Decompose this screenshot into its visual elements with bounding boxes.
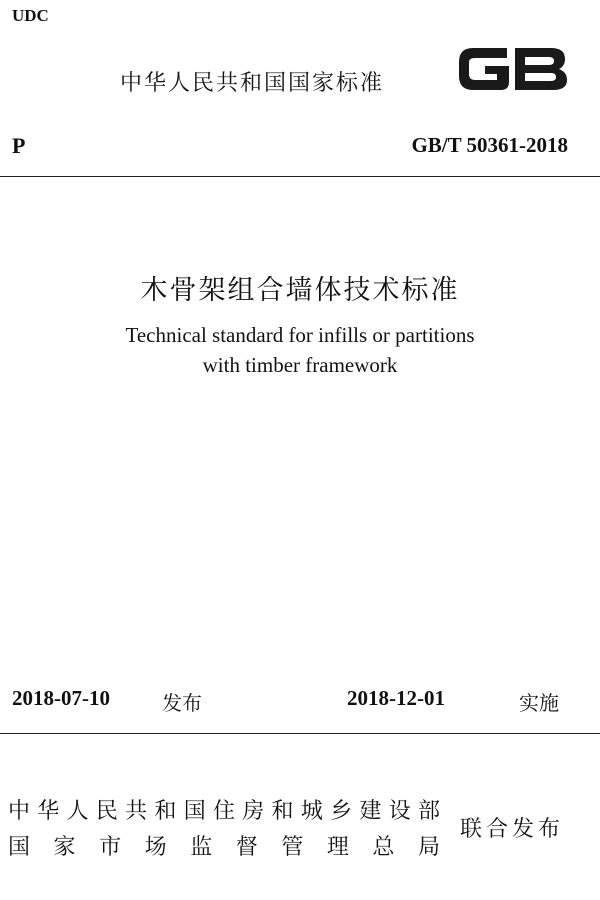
implementation-date: 2018-12-01 — [347, 686, 445, 710]
issuer-administration: 国家市场监督管理总局 — [8, 835, 440, 860]
title-english — [0, 320, 600, 380]
bottom-divider — [0, 733, 600, 734]
udc-label: UDC — [12, 6, 49, 25]
gb-logo — [455, 40, 570, 96]
title-english-line-1: Technical standard for infills or partitions — [125, 323, 475, 347]
issuer-ministry: 中华人民共和国住房和城乡建设部 — [8, 799, 440, 824]
issue-date: 2018-07-10 — [12, 686, 110, 710]
joint-issue-label: 联合发布 — [460, 817, 565, 842]
title-chinese: 木骨架组合墙体技术标准 — [140, 275, 460, 306]
title-english-line-2: with timber framework — [202, 353, 398, 377]
standard-number: GB/T 50361-2018 — [411, 133, 568, 157]
category-code: P — [12, 133, 26, 158]
implementation-label: 实施 — [519, 691, 559, 715]
issue-label: 发布 — [162, 691, 202, 715]
national-standard-heading: 中华人民共和国国家标准 — [120, 71, 385, 96]
top-divider — [0, 176, 600, 177]
